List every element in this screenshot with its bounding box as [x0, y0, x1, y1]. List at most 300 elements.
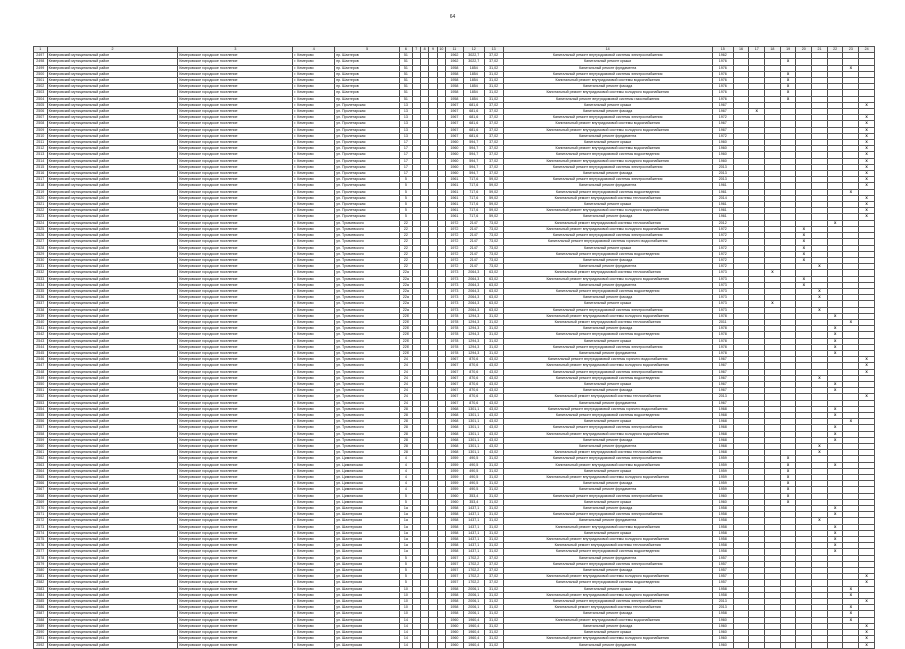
table-cell: 3022,7 — [463, 59, 484, 65]
table-cell: Кемеровское городское поселение — [178, 239, 293, 245]
table-cell: Капитальный ремонт фасада — [503, 84, 712, 90]
table-cell: 1978 — [446, 338, 464, 344]
table-cell: 43,02 — [484, 400, 503, 406]
table-cell: 2537 — [34, 301, 48, 307]
table-cell: X — [765, 270, 781, 276]
table-cell: 5 — [400, 177, 413, 183]
table-cell: X — [780, 493, 796, 499]
table-cell: Кемеровское городское поселение — [178, 208, 293, 214]
table-cell: 2543 — [34, 338, 48, 344]
table-cell: г. Кемерово — [293, 326, 335, 332]
table-cell: Кемеровское городское поселение — [178, 319, 293, 325]
table-cell: 2580 — [34, 568, 48, 574]
table-cell: ул. Пролетарская — [335, 152, 400, 158]
table-cell: Кемеровский муниципальный район — [47, 65, 178, 71]
table-cell: 31,02 — [484, 537, 503, 543]
table-cell: 1972 — [712, 233, 733, 239]
table-cell: 5 — [400, 561, 413, 567]
table-cell: Кемеровский муниципальный район — [47, 592, 178, 598]
table-cell: Кемеровское городское поселение — [178, 549, 293, 555]
table-cell: 2569 — [34, 499, 48, 505]
table-cell: 1702,2 — [463, 561, 484, 567]
table-cell: 1294,3 — [463, 319, 484, 325]
table-cell: X — [780, 84, 796, 90]
table-cell: Кемеровский муниципальный район — [47, 270, 178, 276]
table-cell: Капитальный ремонт фундамента — [503, 400, 712, 406]
table-cell: Кемеровский муниципальный район — [47, 524, 178, 530]
table-cell: Кемеровский муниципальный район — [47, 133, 178, 139]
table-cell: 2587 — [34, 611, 48, 617]
table-cell: Кемеровское городское поселение — [178, 226, 293, 232]
table-cell: Кемеровский муниципальный район — [47, 295, 178, 301]
table-cell: 1958 — [712, 518, 733, 524]
table-cell: Капитальный ремонт внутридомовой системы водоотведения — [503, 332, 712, 338]
table-cell: Кемеровское городское поселение — [178, 617, 293, 623]
table-cell: 1973 — [712, 282, 733, 288]
table-cell: пр. Шахтеров — [335, 65, 400, 71]
table-cell: 2547 — [34, 363, 48, 369]
table-cell: 1437,1 — [463, 549, 484, 555]
table-cell: 28 — [400, 431, 413, 437]
table-cell: 22а — [400, 282, 413, 288]
table-cell: Кемеровский муниципальный район — [47, 338, 178, 344]
table-cell: ул. Пролетарская — [335, 177, 400, 183]
table-cell: Кемеровский муниципальный район — [47, 257, 178, 263]
table-cell: X — [859, 394, 875, 400]
table-cell: ул. Шахтерская — [335, 617, 400, 623]
table-cell: X — [749, 109, 765, 115]
table-cell: ул. Тухачевского — [335, 264, 400, 270]
table-cell: 1967 — [446, 400, 464, 406]
table-cell: 2544 — [34, 344, 48, 350]
table-cell: г. Кемерово — [293, 586, 335, 592]
table-cell: Капитальный ремонт внутридомовой системы водоотведения — [503, 189, 712, 195]
table-cell: Кемеровский муниципальный район — [47, 59, 178, 65]
table-cell: ул. Тухачевского — [335, 369, 400, 375]
table-cell: Капитальный ремонт внутридомовой системы водоотведения — [503, 251, 712, 257]
table-cell: 594,7 — [463, 164, 484, 170]
table-cell: 1958 — [712, 592, 733, 598]
table-cell: 2563 — [34, 462, 48, 468]
table-cell: Кемеровское городское поселение — [178, 518, 293, 524]
table-cell: X — [859, 102, 875, 108]
table-cell: 1968 — [446, 425, 464, 431]
table-cell: 31,02 — [484, 586, 503, 592]
table-cell: X — [812, 295, 828, 301]
table-cell: 1957 — [446, 555, 464, 561]
table-cell: г. Кемерово — [293, 605, 335, 611]
table-cell: 1958 — [446, 524, 464, 530]
table-cell: X — [827, 406, 843, 412]
table-cell: 1972 — [712, 245, 733, 251]
table-cell: г. Кемерово — [293, 568, 335, 574]
table-cell: Кемеровское городское поселение — [178, 568, 293, 574]
table-cell: Кемеровское городское поселение — [178, 561, 293, 567]
table-cell: 1960 — [712, 152, 733, 158]
table-cell: 1а — [400, 512, 413, 518]
table-cell: г. Кемерово — [293, 338, 335, 344]
table-cell: ул. Тухачевского — [335, 363, 400, 369]
table-cell: 22а — [400, 276, 413, 282]
table-cell: ул. Пролетарская — [335, 133, 400, 139]
table-cell: 31,02 — [484, 338, 503, 344]
table-cell: ул. Тухачевского — [335, 332, 400, 338]
table-cell: пр. Шахтеров — [335, 90, 400, 96]
table-cell: Капитальный ремонт фасада — [503, 326, 712, 332]
table-cell: 5 — [400, 208, 413, 214]
table-cell: г. Кемерово — [293, 599, 335, 605]
data-table-container — [33, 46, 875, 649]
table-cell: Капитальный ремонт внутридомовой системы водоснабжения — [503, 524, 712, 530]
table-cell: 5 — [400, 580, 413, 586]
column-header: 6 — [400, 47, 413, 53]
table-cell: 1976 — [712, 65, 733, 71]
table-cell: Кемеровский муниципальный район — [47, 456, 178, 462]
table-cell: 2012 — [712, 220, 733, 226]
table-cell: ул. Тухачевского — [335, 257, 400, 263]
table-cell: Кемеровский муниципальный район — [47, 512, 178, 518]
table-cell: 31,02 — [484, 518, 503, 524]
table-cell: Кемеровский муниципальный район — [47, 239, 178, 245]
table-cell: Капитальный ремонт фундамента — [503, 65, 712, 71]
table-cell: 870,6 — [463, 357, 484, 363]
table-cell: 2553 — [34, 400, 48, 406]
table-cell: ул. Пролетарская — [335, 115, 400, 121]
table-cell: 43,02 — [484, 375, 503, 381]
table-cell: Кемеровский муниципальный район — [47, 630, 178, 636]
table-cell: 13 — [400, 127, 413, 133]
table-cell: 2577 — [34, 549, 48, 555]
table-cell: 1854 — [463, 71, 484, 77]
table-cell: ул. Пролетарская — [335, 127, 400, 133]
table-cell: г. Кемерово — [293, 121, 335, 127]
table-cell: 2542 — [34, 332, 48, 338]
table-cell: Капитальный ремонт внутридомовой системы горячего водоснабжения — [503, 239, 712, 245]
table-cell: г. Кемерово — [293, 506, 335, 512]
table-cell: 490,5 — [463, 468, 484, 474]
table-cell: X — [843, 592, 859, 598]
table-cell: ул. Пролетарская — [335, 109, 400, 115]
table-cell — [827, 642, 843, 648]
table-cell: X — [780, 487, 796, 493]
table-cell: 1978 — [712, 326, 733, 332]
table-cell: 2006,1 — [463, 599, 484, 605]
table-cell: Кемеровское городское поселение — [178, 171, 293, 177]
table-cell: 1957 — [712, 568, 733, 574]
table-cell: 37,02 — [484, 152, 503, 158]
table-cell: Кемеровское городское поселение — [178, 202, 293, 208]
table-cell: 22 — [400, 245, 413, 251]
table-cell: 1958 — [712, 549, 733, 555]
table-cell: Кемеровский муниципальный район — [47, 412, 178, 418]
table-cell: 1959 — [712, 487, 733, 493]
table-cell: Кемеровское городское поселение — [178, 437, 293, 443]
table-cell: 681,6 — [463, 121, 484, 127]
table-cell: 870,6 — [463, 363, 484, 369]
table-cell: X — [780, 481, 796, 487]
table-cell: 1976 — [712, 90, 733, 96]
table-cell: г. Кемерово — [293, 140, 335, 146]
table-cell: Кемеровский муниципальный район — [47, 586, 178, 592]
table-cell: Кемеровское городское поселение — [178, 53, 293, 59]
table-cell: ул. Пролетарская — [335, 140, 400, 146]
table-cell: 2557 — [34, 425, 48, 431]
table-cell: 1957 — [446, 580, 464, 586]
table-cell: 1294,3 — [463, 313, 484, 319]
table-cell: 1967 — [712, 369, 733, 375]
table-cell: 1978 — [446, 350, 464, 356]
table-cell: X — [843, 319, 859, 325]
table-cell: Капитальный ремонт фасада — [503, 611, 712, 617]
table-cell: Кемеровский муниципальный район — [47, 90, 178, 96]
table-cell: 2147 — [463, 233, 484, 239]
table-cell: г. Кемерово — [293, 530, 335, 536]
table-cell: Кемеровское городское поселение — [178, 115, 293, 121]
table-cell: X — [780, 71, 796, 77]
table-cell: 1976 — [712, 71, 733, 77]
table-cell: 1961 — [446, 214, 464, 220]
table-cell: 1959 — [446, 487, 464, 493]
table-cell: Капитальный ремонт внутридомовой системы теплоснабжения — [503, 195, 712, 201]
table-cell: Кемеровское городское поселение — [178, 580, 293, 586]
table-cell: Кемеровское городское поселение — [178, 444, 293, 450]
table-cell: X — [827, 344, 843, 350]
table-cell: 1а — [400, 543, 413, 549]
table-cell: г. Кемерово — [293, 419, 335, 425]
table-cell: ул. Пролетарская — [335, 102, 400, 108]
table-cell: 870,6 — [463, 388, 484, 394]
table-cell: ул. Тухачевского — [335, 344, 400, 350]
table-cell: 4 — [400, 481, 413, 487]
table-cell: Кемеровский муниципальный район — [47, 189, 178, 195]
table-cell: 2590 — [34, 630, 48, 636]
table-cell: 10 — [400, 586, 413, 592]
table-cell: 1968 — [446, 431, 464, 437]
table-cell: 5 — [400, 568, 413, 574]
table-cell: 1967 — [712, 127, 733, 133]
table-cell: 43,02 — [484, 425, 503, 431]
table-cell: г. Кемерово — [293, 499, 335, 505]
table-cell: ул. Тухачевского — [335, 301, 400, 307]
table-cell: 1973 — [446, 276, 464, 282]
table-cell: 3022,7 — [463, 53, 484, 59]
table-cell: 1960,4 — [463, 630, 484, 636]
table-cell: 31,02 — [484, 623, 503, 629]
table-cell: Капитальный ремонт внутридомовой системы электроснабжения — [503, 233, 712, 239]
table-cell: Кемеровское городское поселение — [178, 394, 293, 400]
table-cell: Капитальный ремонт внутридомовой системы водоотведения — [503, 549, 712, 555]
table-cell: 353,4 — [463, 493, 484, 499]
table-cell: Кемеровский муниципальный район — [47, 146, 178, 152]
table-cell: 5 — [400, 499, 413, 505]
table-cell: 1958 — [712, 512, 733, 518]
table-cell: Кемеровский муниципальный район — [47, 282, 178, 288]
table-cell: 31,02 — [484, 78, 503, 84]
table-cell: г. Кемерово — [293, 71, 335, 77]
table-cell: X — [796, 257, 812, 263]
table-cell: Кемеровское городское поселение — [178, 419, 293, 425]
table-cell: 63,02 — [484, 295, 503, 301]
table-cell: 1961 — [446, 195, 464, 201]
table-cell: г. Кемерово — [293, 636, 335, 642]
table-cell: Капитальный ремонт внутридомовой системы теплоснабжения — [503, 220, 712, 226]
table-cell: г. Кемерово — [293, 313, 335, 319]
table-cell: ул. Шахтерская — [335, 561, 400, 567]
table-cell: 490,5 — [463, 481, 484, 487]
table-cell: 1959 — [446, 456, 464, 462]
table-cell: Кемеровский муниципальный район — [47, 555, 178, 561]
table-cell: 2552 — [34, 394, 48, 400]
table-cell: ул. Цимлянская — [335, 481, 400, 487]
table-cell: 1958 — [446, 599, 464, 605]
table-cell: г. Кемерово — [293, 617, 335, 623]
table-cell: Кемеровское городское поселение — [178, 636, 293, 642]
table-cell: X — [796, 276, 812, 282]
table-cell: Кемеровское городское поселение — [178, 146, 293, 152]
table-cell: 1959 — [712, 481, 733, 487]
column-header: 21 — [812, 47, 828, 53]
table-cell: Кемеровское городское поселение — [178, 71, 293, 77]
table-cell: г. Кемерово — [293, 493, 335, 499]
table-cell: 2505 — [34, 102, 48, 108]
column-header: 11 — [446, 47, 464, 53]
table-cell: Капитальный ремонт внутридомовой системы водоотведения — [503, 375, 712, 381]
table-cell: 1961 — [712, 183, 733, 189]
table-cell: 2517 — [34, 177, 48, 183]
table-cell: ул. Пролетарская — [335, 189, 400, 195]
table-cell: 31,02 — [484, 530, 503, 536]
table-cell: Кемеровское городское поселение — [178, 183, 293, 189]
table-cell: Кемеровский муниципальный район — [47, 158, 178, 164]
table-cell: 31,02 — [484, 605, 503, 611]
table-cell: ул. Шахтерская — [335, 611, 400, 617]
table-cell: Кемеровский муниципальный район — [47, 642, 178, 648]
table-cell: ул. Тухачевского — [335, 400, 400, 406]
table-cell: Капитальный ремонт внутридомовой системы электроснабжения — [503, 115, 712, 121]
table-cell: 1972 — [712, 115, 733, 121]
table-cell: ул. Тухачевского — [335, 425, 400, 431]
table-cell: Капитальный ремонт внутридомовой системы газоснабжения — [503, 96, 712, 102]
table-cell: 1958 — [446, 611, 464, 617]
table-cell: г. Кемерово — [293, 264, 335, 270]
table-cell: X — [812, 444, 828, 450]
table-cell: 2558 — [34, 431, 48, 437]
table-cell: г. Кемерово — [293, 78, 335, 84]
table-cell: 1958 — [712, 530, 733, 536]
table-cell: 37,02 — [484, 140, 503, 146]
table-cell: ул. Пролетарская — [335, 121, 400, 127]
table-cell: Кемеровское городское поселение — [178, 605, 293, 611]
table-cell: 22 — [400, 226, 413, 232]
table-cell: Кемеровское городское поселение — [178, 524, 293, 530]
table-cell: Кемеровский муниципальный район — [47, 220, 178, 226]
table-cell: X — [827, 431, 843, 437]
table-cell: Капитальный ремонт крыши — [503, 202, 712, 208]
table-cell: Капитальный ремонт фундамента — [503, 487, 712, 493]
table-cell: г. Кемерово — [293, 437, 335, 443]
table-cell: X — [827, 530, 843, 536]
table-cell: 1973 — [446, 288, 464, 294]
table-cell: 1978 — [446, 319, 464, 325]
table-cell: Капитальный ремонт внутридомовой системы теплоснабжения — [503, 605, 712, 611]
table-cell: 5 — [400, 183, 413, 189]
table-cell: Капитальный ремонт внутридомовой системы электроснабжения — [503, 53, 712, 59]
table-cell: 5 — [400, 202, 413, 208]
table-cell: Капитальный ремонт внутридомовой системы водоотведения — [503, 152, 712, 158]
table-cell: Кемеровское городское поселение — [178, 307, 293, 313]
column-header: 7 — [412, 47, 420, 53]
table-cell: Капитальный ремонт внутридомовой системы теплоснабжения — [503, 543, 712, 549]
table-cell: г. Кемерово — [293, 406, 335, 412]
table-cell: 31,02 — [484, 499, 503, 505]
table-cell: X — [859, 630, 875, 636]
table-cell: Кемеровское городское поселение — [178, 369, 293, 375]
table-cell: 1854 — [463, 84, 484, 90]
table-cell: 14 — [400, 636, 413, 642]
table-cell: Кемеровское городское поселение — [178, 233, 293, 239]
table-cell: 2549 — [34, 375, 48, 381]
table-cell: 2526 — [34, 233, 48, 239]
table-cell: 1а — [400, 537, 413, 543]
table-cell: 2499 — [34, 65, 48, 71]
table-cell: 31,02 — [484, 344, 503, 350]
table-cell: г. Кемерово — [293, 183, 335, 189]
table-cell: ул. Шахтерская — [335, 580, 400, 586]
table-cell: 2013 — [712, 394, 733, 400]
table-cell: Кемеровский муниципальный район — [47, 288, 178, 294]
table-cell: 717,6 — [463, 195, 484, 201]
table-cell: Капитальный ремонт фундамента — [503, 133, 712, 139]
table-cell: Капитальный ремонт крыши — [503, 499, 712, 505]
table-cell: 24 — [400, 363, 413, 369]
table-cell: г. Кемерово — [293, 487, 335, 493]
table-cell: Кемеровское городское поселение — [178, 530, 293, 536]
table-cell: 24 — [400, 381, 413, 387]
table-cell: Кемеровский муниципальный район — [47, 487, 178, 493]
table-cell: X — [827, 388, 843, 394]
table-cell: Кемеровское городское поселение — [178, 506, 293, 512]
table-cell: 2565 — [34, 475, 48, 481]
table-cell: Кемеровское городское поселение — [178, 282, 293, 288]
table-cell: пр. Шахтеров — [335, 78, 400, 84]
table-cell: 1958 — [446, 543, 464, 549]
table-cell: ул. Тухачевского — [335, 357, 400, 363]
table-cell: 1959 — [446, 468, 464, 474]
table-cell: 37,02 — [484, 158, 503, 164]
table-cell: 37,02 — [484, 164, 503, 170]
table-cell: 43,02 — [484, 444, 503, 450]
table-cell: Капитальный ремонт фасада — [503, 623, 712, 629]
table-cell: X — [859, 202, 875, 208]
table-cell: Кемеровский муниципальный район — [47, 276, 178, 282]
column-header: 20 — [796, 47, 812, 53]
table-cell: Кемеровский муниципальный район — [47, 195, 178, 201]
table-cell: Кемеровское городское поселение — [178, 313, 293, 319]
table-cell: X — [827, 425, 843, 431]
table-cell: г. Кемерово — [293, 208, 335, 214]
table-cell: 31,02 — [484, 332, 503, 338]
table-cell: Капитальный ремонт внутридомовой системы холодного водоснабжения — [503, 226, 712, 232]
table-cell: пр. Шахтеров — [335, 84, 400, 90]
table-cell: 1а — [400, 506, 413, 512]
table-cell: 73,02 — [484, 226, 503, 232]
table-cell: Капитальный ремонт внутридомовой системы водоснабжения — [503, 121, 712, 127]
table-cell — [437, 642, 445, 648]
table-cell: Кемеровский муниципальный район — [47, 605, 178, 611]
table-cell: Капитальный ремонт внутридомовой системы водоснабжения — [503, 146, 712, 152]
table-cell: Кемеровский муниципальный район — [47, 574, 178, 580]
table-cell: 490,5 — [463, 475, 484, 481]
